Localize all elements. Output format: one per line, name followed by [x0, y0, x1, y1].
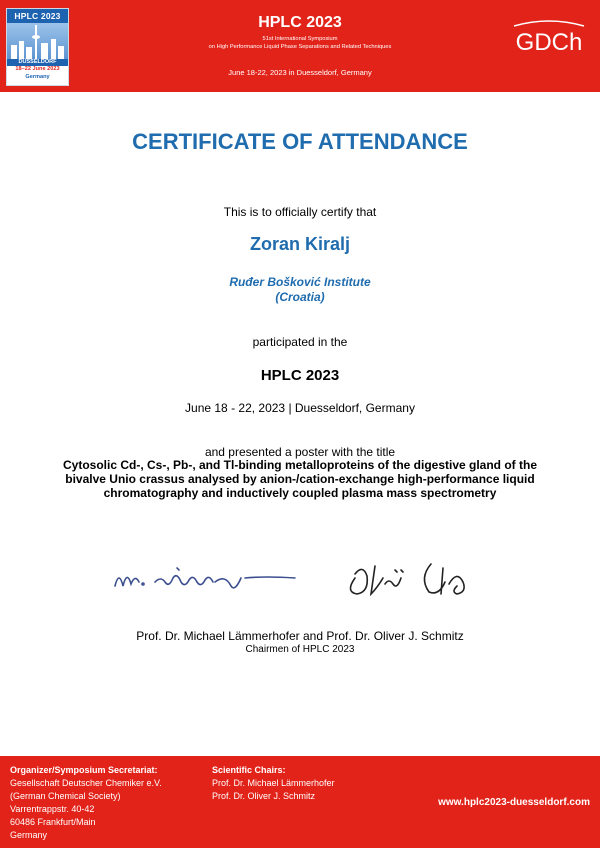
attendee-country: (Croatia) [275, 290, 325, 304]
organizer-line: (German Chemical Society) [10, 791, 121, 801]
event-details: June 18 - 22, 2023 | Duesseldorf, Germany [185, 401, 415, 415]
gdch-logo [504, 20, 594, 60]
participated-text: participated in the [252, 335, 348, 349]
signatories-names: Prof. Dr. Michael Lämmerhofer and Prof. Dr. Oliver J. Schmitz [136, 629, 464, 643]
logo-country: Germany [25, 74, 50, 80]
signatures [85, 548, 515, 612]
chairs-block [212, 764, 335, 803]
organizer-line: Germany [10, 830, 48, 840]
logo-dates: 18–22 June 2023 [15, 66, 60, 72]
header-subtitle-line2: on High Performance Liquid Phase Separations and Related Techniques [208, 44, 392, 50]
certify-text: This is to officially certify that [223, 205, 377, 219]
signature-lammerhofer-icon [115, 568, 295, 588]
header-banner [0, 0, 600, 92]
poster-title: Cytosolic Cd-, Cs-, Pb-, and Tl-binding metalloproteins of the digestive gland of the bivalve Unio crassus analysed by anion-/cation-exchange high-performance liquid chromatography and inductively coupled plasma mass spectrometry [62, 458, 537, 500]
signature-schmitz-icon [350, 564, 464, 594]
logo-title: HPLC 2023 [7, 9, 68, 23]
chairs-line: Prof. Dr. Oliver J. Schmitz [212, 791, 316, 801]
logo-city: DÜSSELDORF [7, 59, 68, 66]
gdch-logo-text: GDCh [515, 29, 583, 56]
organizer-block [10, 764, 162, 842]
chairs-line: Prof. Dr. Michael Lämmerhofer [212, 778, 335, 788]
header-dates: June 18-22, 2023 in Duesseldorf, Germany [228, 68, 372, 77]
website-link[interactable]: www.hplc2023-duesseldorf.com [438, 797, 590, 808]
organizer-line: 60486 Frankfurt/Main [10, 817, 96, 827]
signatories-role: Chairmen of HPLC 2023 [245, 644, 355, 655]
footer-banner [0, 756, 600, 848]
event-name: HPLC 2023 [260, 367, 340, 384]
header-subtitle-line1: 51st International Symposium [262, 36, 338, 42]
header-title: HPLC 2023 [258, 14, 342, 31]
organizer-heading: Organizer/Symposium Secretariat: [10, 765, 158, 775]
gdch-arc-icon [514, 21, 584, 26]
attendee-name: Zoran Kiralj [249, 234, 351, 254]
certificate-title: CERTIFICATE OF ATTENDANCE [132, 129, 468, 154]
attendee-institution: Ruđer Bošković Institute [229, 275, 371, 289]
organizer-line: Varrentrappstr. 40-42 [10, 804, 95, 814]
chairs-heading: Scientific Chairs: [212, 765, 286, 775]
organizer-line: Gesellschaft Deutscher Chemiker e.V. [10, 778, 162, 788]
poster-intro: and presented a poster with the title [204, 445, 396, 459]
